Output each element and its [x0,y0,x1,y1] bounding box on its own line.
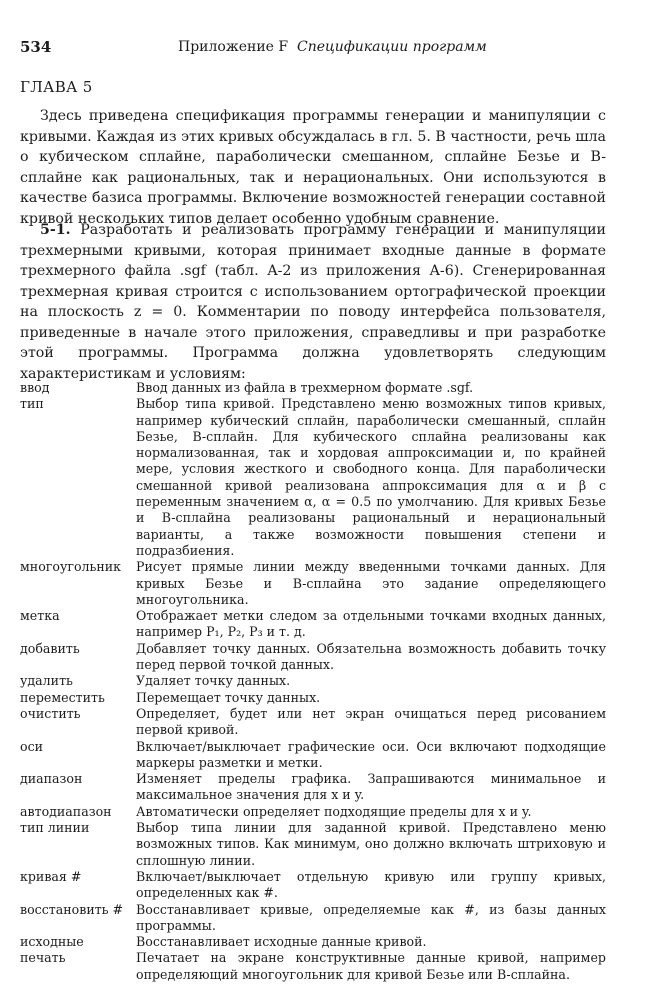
command-row [20,608,606,641]
command-term: кривая # [20,868,82,884]
command-term: тип [20,396,44,412]
command-row [20,902,606,935]
command-term: оси [20,738,44,754]
command-row [20,641,606,674]
exercise-text: Разработать и реализовать программу генерации и манипуляции трехмерными кривыми, которая принимает входные данные в формате трехмерного файла .sgf (табл. A-2 из приложения A-6). Сгенерированная трехмерная кривая строится с использованием ортографической проекции на плоскость z = 0. Комментарии по поводу интерфейса пользователя, приведенные в начале этого приложения, справедливы и при разработке этой программы. Программа должна удовлетворять следующим характеристикам и условиям: [20,222,607,382]
exercise-number: 5-1. [40,222,71,238]
page-number: 534 [20,38,52,56]
chapter-title: ГЛАВА 5 [20,78,93,96]
command-row [20,690,606,706]
command-definition: Удаляет точку данных. [136,673,291,689]
command-list [20,380,606,983]
command-term: автодиапазон [20,803,112,819]
command-row [20,869,606,902]
command-definition: Перемещает точку данных. [136,689,321,705]
command-row [20,820,606,869]
command-term: ввод [20,380,50,395]
running-head [178,39,487,55]
command-definition: Отображает метки следом за отдельными точками входных данных, например P₁, P₂, P₃ и т. д. [136,608,606,640]
command-term: многоугольник [20,559,122,575]
command-row [20,771,606,804]
appendix-label: Приложение F [178,39,289,55]
command-term: удалить [20,673,73,689]
command-term: переместить [20,689,105,705]
command-term: восстановить # [20,901,124,917]
command-definition: Изменяет пределы графика. Запрашиваются минимальное и максимальное значения для x и y. [136,771,606,803]
command-row [20,559,606,608]
command-definition: Ввод данных из файла в трехмерном формате .sgf. [136,380,474,395]
exercise-paragraph [20,220,606,384]
command-row [20,706,606,739]
command-definition: Восстанавливает исходные данные кривой. [136,934,427,950]
command-row [20,673,606,689]
command-definition: Включает/выключает отдельную кривую или группу кривых, определенных как #. [136,868,606,901]
command-term: добавить [20,640,80,656]
command-definition: Выбор типа кривой. Представлено меню возможных типов кривых, например кубический сплайн, параболически смешанный, сплайн Безье, B-сплайн. Для кубического сплайна реализованы как нормализованная, так и хордовая аппроксимации и, по крайней мере, условия жесткого и свободного конца. Для параболически смешанной кривой реализована аппроксимация для α и β с переменным значением α, α = 0.5 по умолчанию. Для кривых Безье и B-сплайна реализованы рациональный и нерациональный варианты, а также возможности повышения степени и подразбиения. [136,396,606,558]
command-definition: Автоматически определяет подходящие пределы для x и y. [136,803,532,819]
command-definition: Выбор типа линии для заданной кривой. Представлено меню возможных типов. Как минимум, оно должно включать штриховую и сплошную линии. [136,820,606,868]
command-term: диапазон [20,771,83,787]
command-definition: Восстанавливает кривые, определяемые как #, из базы данных программы. [136,901,606,933]
command-row [20,739,606,772]
command-definition: Добавляет точку данных. Обязательна возможность добавить точку перед первой точкой данных. [136,640,606,673]
command-definition: Печатает на экране конструктивные данные кривой, например определяющий многоугольник для кривой Безье или B-сплайна. [136,950,606,982]
command-definition: Определяет, будет или нет экран очищаться перед рисованием первой кривой. [136,705,606,738]
command-row [20,804,606,820]
command-definition: Рисует прямые линии между введенными точками данных. Для кривых Безье и B-сплайна это задание определяющего многоугольника. [136,559,606,607]
command-term: тип линии [20,820,90,836]
command-term: метка [20,608,60,624]
intro-paragraph: Здесь приведена спецификация программы генерации и манипуляции с кривыми. Каждая из этих кривых обсуждалась в гл. 5. В частности, речь шла о кубическом сплайне, параболически смешанном, сплайне Безье и B-сплайне как рациональных, так и нерациональных. Они используются в качестве базиса программы. Включение возможностей генерации составной кривой нескольких типов делает особенно удобным сравнение. [20,108,606,227]
command-term: очистить [20,705,81,721]
page-header [20,38,620,60]
command-term: исходные [20,934,84,950]
command-row [20,934,606,950]
command-row [20,950,606,983]
command-row [20,380,606,396]
command-row [20,396,606,559]
appendix-title: Спецификации программ [297,39,487,55]
command-definition: Включает/выключает графические оси. Оси включают подходящие маркеры разметки и метки. [136,738,606,770]
command-term: печать [20,950,66,966]
